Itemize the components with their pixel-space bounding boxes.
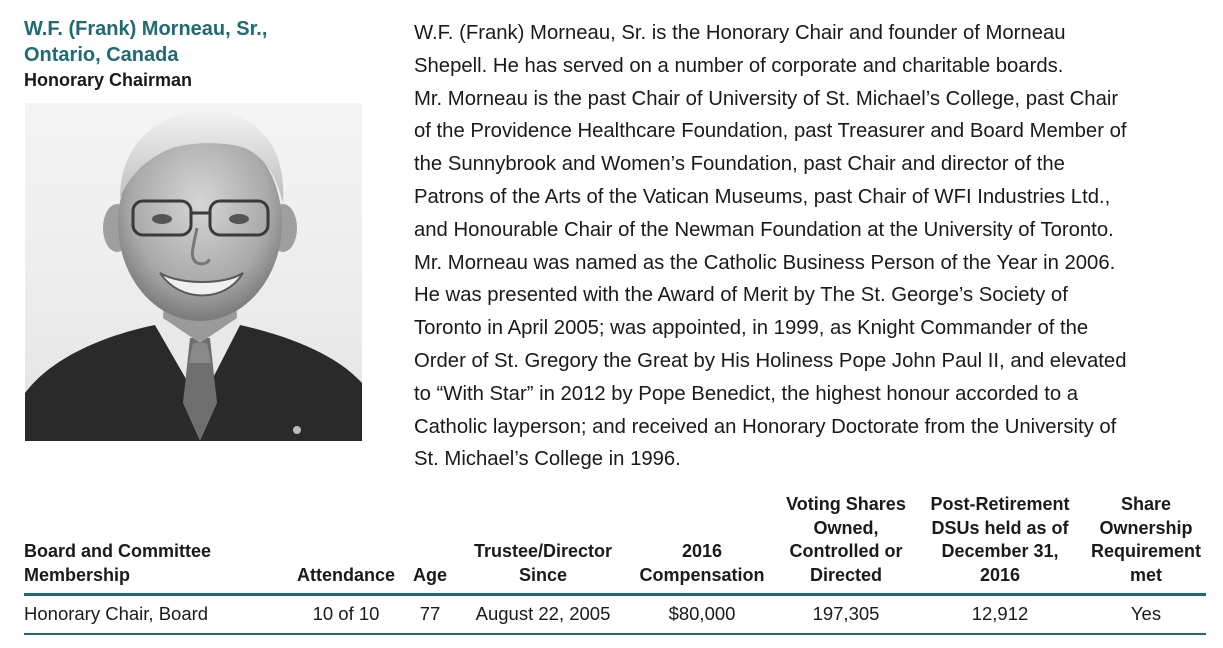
header-compensation: 2016 Compensation bbox=[639, 541, 765, 585]
profile-title: Honorary Chairman bbox=[24, 70, 193, 90]
cell-voting-shares: 197,305 bbox=[812, 603, 880, 624]
cell-share-ownership: Yes bbox=[1130, 603, 1162, 624]
cell-post-retirement-dsus: 12,912 bbox=[971, 603, 1029, 624]
bio-line: W.F. (Frank) Morneau, Sr. is the Honorary Chair and founder of Morneau bbox=[414, 22, 1066, 44]
cell-membership: Honorary Chair, Board bbox=[24, 603, 209, 624]
header-post-retirement-dsus: Post-Retirement DSUs held as of December 31, 2016 bbox=[930, 494, 1070, 585]
portrait-photo bbox=[25, 103, 362, 441]
bio-line: Mr. Morneau was named as the Catholic Business Person of the Year in 2006. bbox=[414, 251, 1116, 274]
bio-line: Order of St. Gregory the Great by His Holiness Pope John Paul II, and elevated bbox=[414, 349, 1127, 372]
header-trustee-since: Trustee/Director Since bbox=[473, 541, 613, 585]
cell-trustee-since: August 22, 2005 bbox=[475, 603, 611, 624]
biography-text bbox=[414, 17, 1204, 476]
bio-line: Mr. Morneau is the past Chair of University of St. Michael’s College, past Chair bbox=[414, 87, 1119, 110]
header-age: Age bbox=[412, 564, 447, 585]
bio-line: of the Providence Healthcare Foundation, past Treasurer and Board Member of bbox=[414, 120, 1127, 143]
header-share-ownership: Share Ownership Requirement met bbox=[1090, 494, 1202, 585]
cell-compensation: $80,000 bbox=[668, 603, 736, 624]
table-header bbox=[24, 495, 1206, 591]
bio-line: He was presented with the Award of Merit by The St. George’s Society of bbox=[414, 284, 1068, 307]
header-attendance: Attendance bbox=[296, 564, 395, 585]
profile-header bbox=[24, 16, 384, 92]
header-board-membership: Board and Committee Membership bbox=[24, 541, 212, 585]
bio-line: Shepell. He has served on a number of corporate and charitable boards. bbox=[414, 54, 1064, 77]
bio-line: the Sunnybrook and Women’s Foundation, past Chair and director of the bbox=[414, 153, 1065, 176]
row-divider bbox=[24, 633, 1206, 635]
bio-line: St. Michael’s College in 1996. bbox=[414, 448, 681, 471]
bio-line: to “With Star” in 2012 by Pope Benedict, the highest honour accorded to a bbox=[414, 382, 1079, 405]
bio-line: Toronto in April 2005; was appointed, in 1999, as Knight Commander of the bbox=[414, 317, 1089, 340]
header-voting-shares: Voting Shares Owned, Controlled or Directed bbox=[786, 494, 906, 585]
bio-line: Patrons of the Arts of the Vatican Museums, past Chair of WFI Industries Ltd., bbox=[414, 185, 1111, 208]
table-row bbox=[24, 596, 1206, 632]
board-membership-table bbox=[24, 494, 1206, 624]
profile-name: W.F. (Frank) Morneau, Sr., Ontario, Canada bbox=[24, 18, 268, 66]
cell-attendance: 10 of 10 bbox=[312, 603, 380, 624]
bio-line: and Honourable Chair of the Newman Foundation at the University of Toronto. bbox=[414, 218, 1114, 241]
cell-age: 77 bbox=[419, 603, 441, 624]
bio-line: Catholic layperson; and received an Honorary Doctorate from the University of bbox=[414, 415, 1117, 438]
